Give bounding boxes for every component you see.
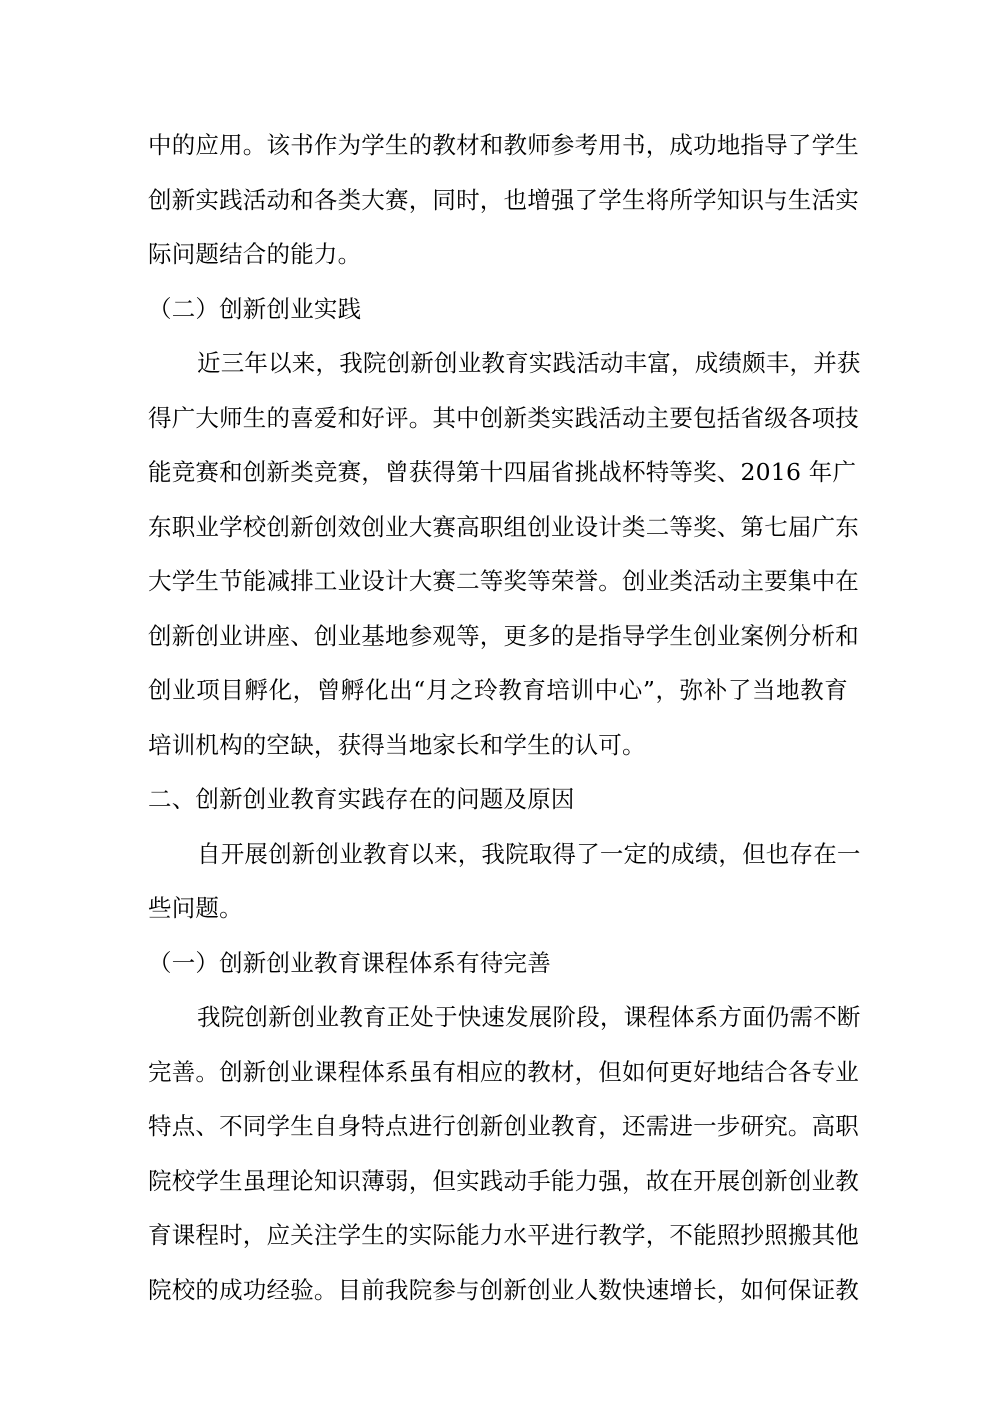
text-line: 培训机构的空缺，获得当地家长和学生的认可。 xyxy=(148,730,646,759)
text-line: 创新实践活动和各类大赛，同时，也增强了学生将所学知识与生活实 xyxy=(148,185,859,214)
text-line: 院校学生虽理论知识薄弱，但实践动手能力强，故在开展创新创业教 xyxy=(148,1166,859,1195)
text-line: 自开展创新创业教育以来，我院取得了一定的成绩，但也存在一 xyxy=(197,839,861,868)
text-line: 育课程时，应关注学生的实际能力水平进行教学，不能照抄照搬其他 xyxy=(148,1221,859,1249)
text-line: 特点、不同学生自身特点进行创新创业教育，还需进一步研究。高职 xyxy=(148,1112,859,1140)
text-line: 院校的成功经验。目前我院参与创新创业人数快速增长，如何保证教 xyxy=(148,1275,859,1304)
body-text xyxy=(148,118,861,1317)
text-line: 创业项目孵化，曾孵化出“月之玲教育培训中心”，弥补了当地教育 xyxy=(148,676,848,704)
chapter-heading: 二、创新创业教育实践存在的问题及原因 xyxy=(148,785,575,813)
section-heading: （二）创新创业实践 xyxy=(148,294,362,323)
text-line: 中的应用。该书作为学生的教材和教师参考用书，成功地指导了学生 xyxy=(148,131,859,159)
text-line: 际问题结合的能力。 xyxy=(148,240,362,268)
text-line: 东职业学校创新创效创业大赛高职组创业设计类二等奖、第七届广东 xyxy=(148,512,859,541)
text-line: 近三年以来，我院创新创业教育实践活动丰富，成绩颇丰，并获 xyxy=(197,349,861,377)
text-line: 创新创业讲座、创业基地参观等，更多的是指导学生创业案例分析和 xyxy=(148,621,859,650)
text-line: 得广大师生的喜爱和好评。其中创新类实践活动主要包括省级各项技 xyxy=(148,403,859,432)
text-line: 大学生节能减排工业设计大赛二等奖等荣誉。创业类活动主要集中在 xyxy=(148,567,859,595)
text-line: 我院创新创业教育正处于快速发展阶段，课程体系方面仍需不断 xyxy=(197,1003,861,1031)
text-line: 些问题。 xyxy=(148,894,243,922)
section-heading: （一）创新创业教育课程体系有待完善 xyxy=(148,948,551,977)
text-line: 能竞赛和创新类竞赛，曾获得第十四届省挑战杯特等奖、2016 年广 xyxy=(148,458,857,486)
text-line: 完善。创新创业课程体系虽有相应的教材，但如何更好地结合各专业 xyxy=(148,1057,859,1086)
